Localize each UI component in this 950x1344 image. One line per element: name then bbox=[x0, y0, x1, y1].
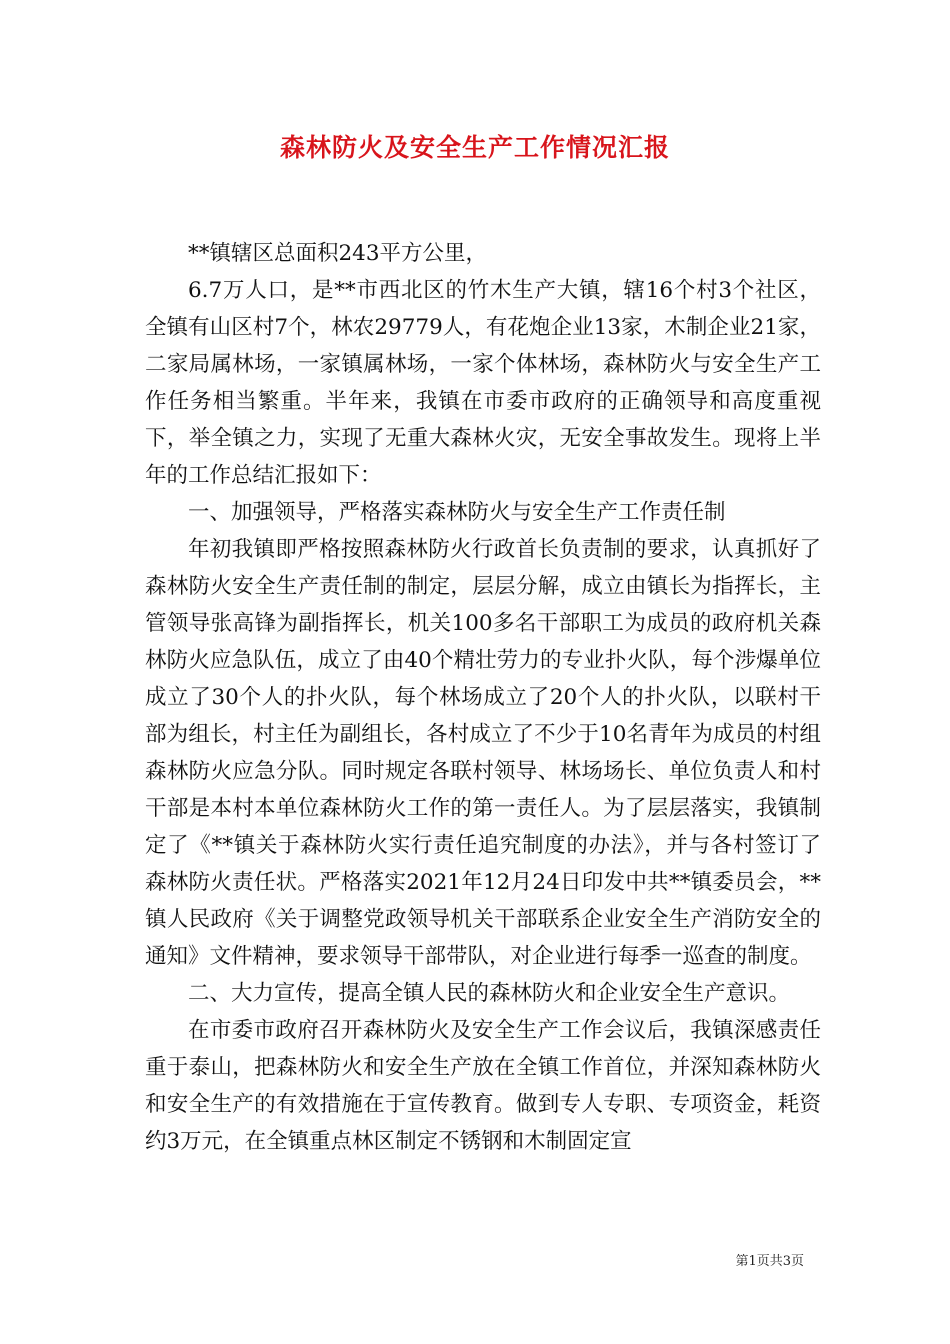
page-number: 第1页共3页 bbox=[735, 1254, 804, 1269]
paragraph-section-2: 在市委市政府召开森林防火及安全生产工作会议后，我镇深感责任重于泰山，把森林防火和安全生产放在全镇工作首位，并深知森林防火和安全生产的有效措施在于宣传教育。做到专人专职、专项资金，耗资约3万元，在全镇重点林区制定不锈钢和木制固定宣 bbox=[145, 1018, 821, 1154]
paragraph-intro: **镇辖区总面积243平方公里， bbox=[188, 241, 488, 266]
document-body bbox=[145, 235, 821, 1160]
paragraph-overview: 6.7万人口，是**市西北区的竹木生产大镇，辖16个村3个社区，全镇有山区村7个，林农29779人，有花炮企业13家，木制企业21家，二家局属林场，一家镇属林场，一家个体林场，森林防火与安全生产工作任务相当繁重。半年来，我镇在市委市政府的正确领导和高度重视下，举全镇之力，实现了无重大森林火灾，无安全事故发生。现将上半年的工作总结汇报如下： bbox=[145, 278, 821, 488]
document-title: 森林防火及安全生产工作情况汇报 bbox=[279, 133, 670, 162]
paragraph-section-1: 年初我镇即严格按照森林防火行政首长负责制的要求，认真抓好了森林防火安全生产责任制的制定，层层分解，成立由镇长为指挥长，主管领导张高锋为副指挥长，机关100多名干部职工为成员的政府机关森林防火应急队伍，成立了由40个精壮劳力的专业扑火队，每个涉爆单位成立了30个人的扑火队，每个林场成立了20个人的扑火队，以联村干部为组长，村主任为副组长，各村成立了不少于10名青年为成员的村组森林防火应急分队。同时规定各联村领导、林场场长、单位负责人和村干部是本村本单位森林防火工作的第一责任人。为了层层落实，我镇制定了《**镇关于森林防火实行责任追究制度的办法》，并与各村签订了森林防火责任状。严格落实2021年12月24日印发中共**镇委员会，**镇人民政府《关于调整党政领导机关干部联系企业安全生产消防安全的通知》文件精神，要求领导干部带队，对企业进行每季一巡查的制度。 bbox=[145, 537, 821, 969]
section-heading-1: 一、加强领导，严格落实森林防火与安全生产工作责任制 bbox=[188, 500, 726, 525]
section-heading-2: 二、大力宣传，提高全镇人民的森林防火和企业安全生产意识。 bbox=[188, 981, 791, 1006]
